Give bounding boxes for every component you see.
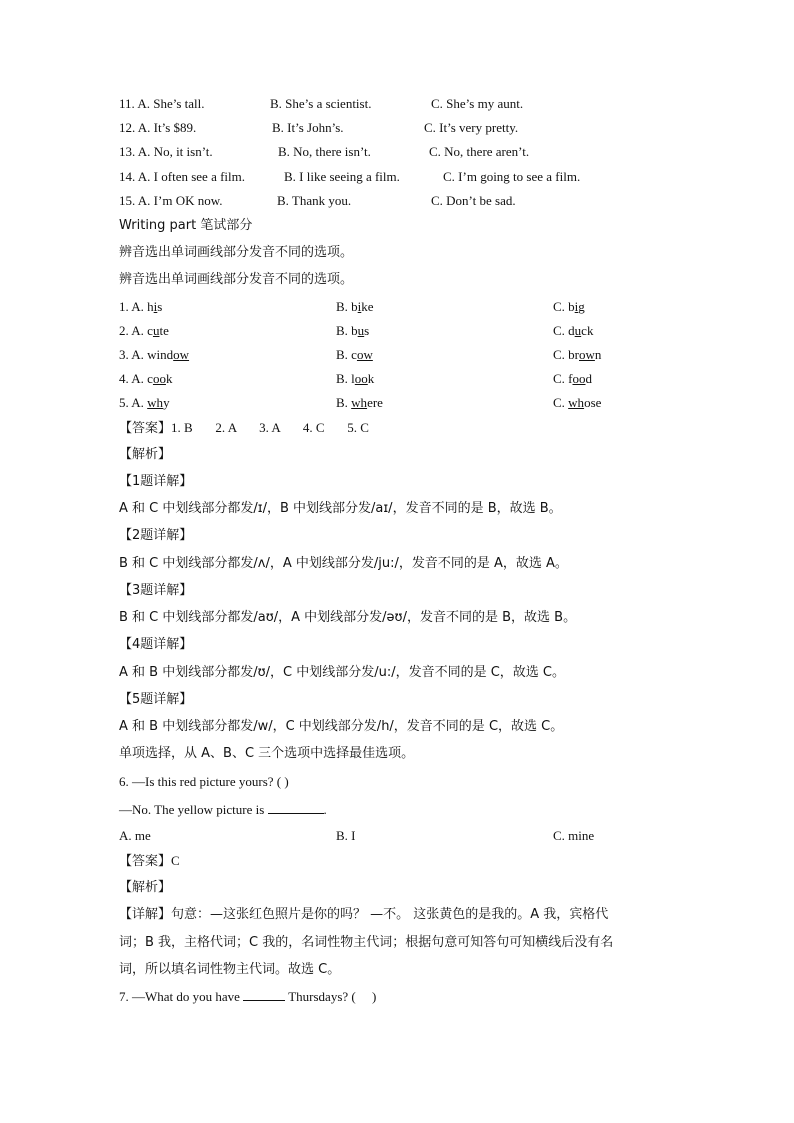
word-part: C. xyxy=(553,395,569,410)
analysis-label: 【解析】 xyxy=(119,447,172,462)
question-text: . xyxy=(323,802,327,817)
answer-label: 【答案】 xyxy=(119,421,172,436)
phonics-option-b xyxy=(336,322,369,340)
underlined-letters: ow xyxy=(579,347,595,362)
underlined-letters: i xyxy=(153,299,158,314)
option-b: B. I like seeing a film. xyxy=(284,169,400,184)
word-part: s xyxy=(157,299,163,314)
detail-label: 【2题详解】 xyxy=(119,528,193,543)
underlined-letters: wh xyxy=(568,395,585,410)
option-row xyxy=(119,143,213,161)
answer-blank xyxy=(243,988,285,1001)
question-number: 1. A. xyxy=(119,299,144,314)
analysis-label: 【解析】 xyxy=(119,880,172,895)
underlined-letters: u xyxy=(152,323,160,338)
option-number: 12. xyxy=(119,120,136,135)
question-text: —No. The yellow picture is xyxy=(119,802,268,817)
detail-text: A 和 B 中划线部分都发/w/，C 中划线部分发/h/，发音不同的是 C，故选 C。 xyxy=(119,719,564,734)
answer-blank xyxy=(268,801,324,814)
detail-label: 【3题详解】 xyxy=(119,583,193,598)
choice-b: B. I xyxy=(336,828,356,843)
phonics-option-c xyxy=(553,394,601,412)
underlined-letters: oo xyxy=(572,371,586,386)
detail-text xyxy=(119,906,608,924)
option-b: B. She’s a scientist. xyxy=(270,96,372,111)
option-row xyxy=(119,119,196,137)
question-number: 3. A. xyxy=(119,347,144,362)
answer-value: C xyxy=(171,853,180,868)
phonics-option-b xyxy=(336,346,373,364)
option-row xyxy=(119,192,223,210)
question-text: Thursdays? ( ) xyxy=(285,989,377,1004)
detail-text: A 和 C 中划线部分都发/ɪ/，B 中划线部分发/aɪ/，发音不同的是 B，故选 B。 xyxy=(119,501,562,516)
underlined-letters: u xyxy=(357,323,365,338)
question-text: 6. —Is this red picture yours? ( ) xyxy=(119,774,289,789)
answer-line xyxy=(119,852,180,871)
phonics-option-a xyxy=(119,346,189,364)
phonics-option-c xyxy=(553,298,585,316)
option-a: A. It’s $89. xyxy=(137,120,197,135)
detail-label: 【1题详解】 xyxy=(119,474,193,489)
option-a: A. I often see a film. xyxy=(137,169,246,184)
answer-line xyxy=(119,419,369,438)
detail-text-line: 句意：—这张红色照片是你的吗？ —不。 这张黄色的是我的。A 我，宾格代 xyxy=(171,907,609,922)
word-part: B. b xyxy=(336,299,358,314)
underlined-letters: oo xyxy=(354,371,368,386)
word-part: k xyxy=(367,371,375,386)
word-part: y xyxy=(163,395,170,410)
underlined-letters: i xyxy=(574,299,579,314)
option-number: 11. xyxy=(119,96,135,111)
phonics-option-b xyxy=(336,298,374,316)
word-part: B. l xyxy=(336,371,355,386)
option-a: A. No, it isn’t. xyxy=(137,144,213,159)
option-number: 13. xyxy=(119,144,136,159)
option-number: 15. xyxy=(119,193,136,208)
detail-text: B 和 C 中划线部分都发/aʊ/，A 中划线部分发/əʊ/，发音不同的是 B，故选 B。 xyxy=(119,610,577,625)
underlined-letters: wh xyxy=(351,395,368,410)
option-b: B. Thank you. xyxy=(277,193,352,208)
phonics-option-a xyxy=(119,394,170,412)
word-part: C. b xyxy=(553,299,575,314)
word-part: ck xyxy=(581,323,594,338)
word-part: k xyxy=(165,371,173,386)
detail-text-line: 词，所以填名词性物主代词。故选 C。 xyxy=(119,962,341,977)
question-answer-line xyxy=(119,801,327,819)
choice-c: C. mine xyxy=(553,828,595,843)
underlined-letters: oo xyxy=(152,371,166,386)
question-line xyxy=(119,988,376,1006)
phonics-option-c xyxy=(553,370,592,388)
word-part: ose xyxy=(584,395,602,410)
option-row xyxy=(119,168,245,186)
detail-text: B 和 C 中划线部分都发/ʌ/，A 中划线部分发/ju:/，发音不同的是 A，故选 A。 xyxy=(119,556,568,571)
word-part: h xyxy=(147,299,154,314)
phonics-option-b xyxy=(336,370,374,388)
instruction-text: 辨音选出单词画线部分发音不同的选项。 xyxy=(119,272,354,287)
phonics-option-b xyxy=(336,394,383,412)
option-c: C. No, there aren’t. xyxy=(429,144,530,159)
instruction-text: 单项选择，从 A、B、C 三个选项中选择最佳选项。 xyxy=(119,746,415,761)
phonics-option-c xyxy=(553,346,601,364)
word-part: s xyxy=(364,323,370,338)
detail-text-line: 词；B 我，主格代词；C 我的，名词性物主代词；根据句意可知答句可知横线后没有名 xyxy=(119,935,614,950)
question-number: 4. A. xyxy=(119,371,144,386)
underlined-letters: ow xyxy=(173,347,190,362)
word-part: B. b xyxy=(336,323,358,338)
phonics-option-a xyxy=(119,322,169,340)
option-c: C. She’s my aunt. xyxy=(431,96,524,111)
question-number: 2. A. xyxy=(119,323,144,338)
option-b: B. No, there isn’t. xyxy=(278,144,371,159)
word-part: te xyxy=(159,323,169,338)
option-b: B. It’s John’s. xyxy=(272,120,344,135)
answer-values: 1. B 2. A 3. A 4. C 5. C xyxy=(171,420,369,435)
option-c: C. Don’t be sad. xyxy=(431,193,516,208)
word-part: n xyxy=(594,347,602,362)
word-part: C. br xyxy=(553,347,579,362)
phonics-option-a xyxy=(119,370,172,388)
choice-a: A. me xyxy=(119,828,151,843)
word-part: g xyxy=(578,299,585,314)
word-part: ke xyxy=(361,299,374,314)
word-part: d xyxy=(585,371,592,386)
underlined-letters: wh xyxy=(147,395,164,410)
option-number: 14. xyxy=(119,169,136,184)
word-part: wind xyxy=(147,347,174,362)
phonics-option-a xyxy=(119,298,162,316)
underlined-letters: i xyxy=(357,299,362,314)
option-c: C. It’s very pretty. xyxy=(424,120,519,135)
word-part: C. f xyxy=(553,371,573,386)
option-c: C. I’m going to see a film. xyxy=(443,169,581,184)
option-row xyxy=(119,95,205,113)
word-part: C. d xyxy=(553,323,575,338)
option-a: A. I’m OK now. xyxy=(137,193,223,208)
underlined-letters: u xyxy=(574,323,582,338)
underlined-letters: ow xyxy=(356,347,373,362)
word-part: B. c xyxy=(336,347,357,362)
answer-label: 【答案】 xyxy=(119,854,172,869)
detail-label: 【详解】 xyxy=(119,907,172,922)
phonics-option-c xyxy=(553,322,593,340)
question-number: 5. A. xyxy=(119,395,144,410)
word-part: ere xyxy=(367,395,383,410)
instruction-text: 辨音选出单词画线部分发音不同的选项。 xyxy=(119,245,354,260)
word-part: B. xyxy=(336,395,352,410)
question-text: 7. —What do you have xyxy=(119,989,244,1004)
section-heading: Writing part 笔试部分 xyxy=(119,218,253,233)
word-part: c xyxy=(147,323,153,338)
detail-text: A 和 B 中划线部分都发/ʊ/，C 中划线部分发/u:/，发音不同的是 C，故选 C。 xyxy=(119,665,566,680)
detail-label: 【5题详解】 xyxy=(119,692,193,707)
option-a: A. She’s tall. xyxy=(137,96,205,111)
word-part: c xyxy=(147,371,153,386)
detail-label: 【4题详解】 xyxy=(119,637,193,652)
